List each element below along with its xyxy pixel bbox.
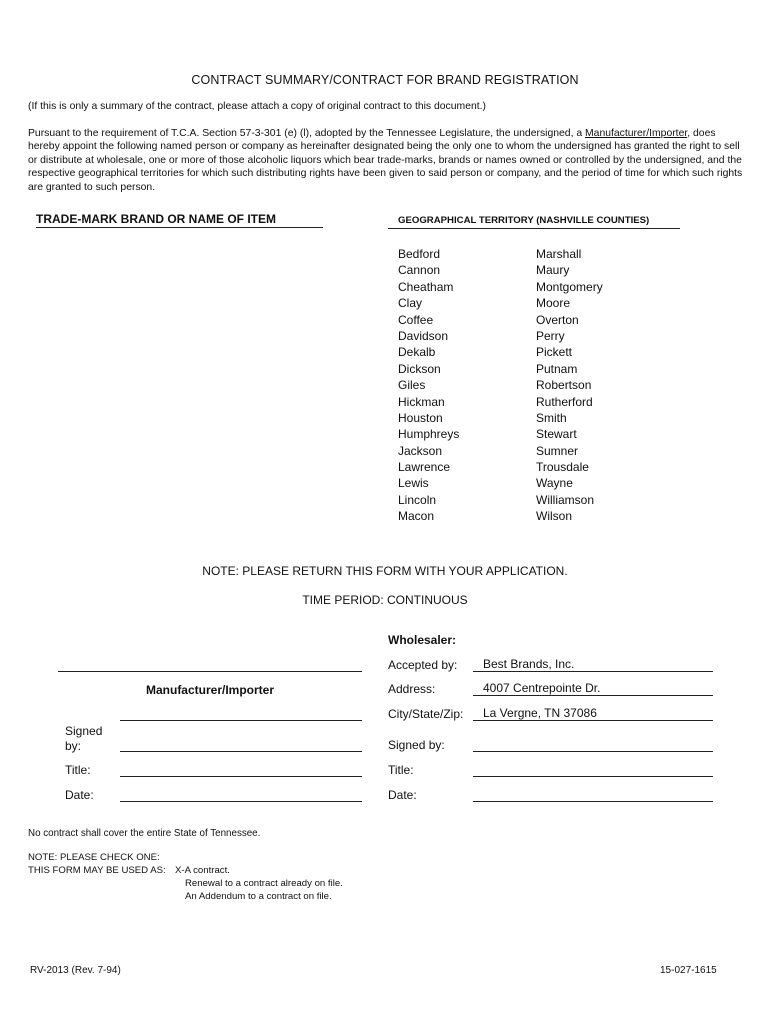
wholesaler-signed-line[interactable] (473, 751, 713, 752)
county-item: Maury (536, 263, 570, 278)
county-item: Marshall (536, 247, 582, 261)
county-item: Cannon (398, 263, 441, 278)
county-item: Macon (398, 509, 435, 524)
city-state-zip-value[interactable]: La Vergne, TN 37086 (483, 706, 597, 720)
address-label: Address: (388, 682, 436, 696)
signed-label-line-2: by: (65, 739, 82, 753)
option-renewal[interactable]: Renewal to a contract already on file. (185, 878, 343, 889)
county-item: Lawrence (398, 460, 451, 475)
option-addendum[interactable]: An Addendum to a contract on file. (185, 891, 332, 902)
county-item: Dickson (398, 361, 441, 376)
manufacturer-date-label: Date: (65, 788, 94, 802)
pursuant-paragraph (28, 127, 748, 194)
county-item: Cheatham (398, 279, 454, 294)
return-note: NOTE: PLEASE RETURN THIS FORM WITH YOUR APPLICATION. (202, 564, 568, 578)
county-item: Montgomery (536, 279, 603, 294)
county-item: Lewis (398, 476, 429, 491)
manufacturer-signed-top-line (120, 720, 362, 721)
time-period: TIME PERIOD: CONTINUOUS (302, 593, 468, 607)
county-item: Overton (536, 312, 579, 327)
county-item: Smith (536, 410, 567, 425)
territory-header: GEOGRAPHICAL TERRITORY (NASHVILLE COUNTIES) (388, 215, 680, 229)
county-item: Clay (398, 296, 423, 311)
county-item: Pickett (536, 345, 573, 360)
check-one-note: NOTE: PLEASE CHECK ONE: (28, 852, 160, 863)
county-item: Coffee (398, 312, 434, 327)
signed-label-line-1: Signed (65, 724, 103, 738)
county-item: Sumner (536, 443, 579, 458)
manufacturer-title-label: Title: (65, 763, 91, 777)
trademark-header: TRADE-MARK BRAND OR NAME OF ITEM (36, 212, 323, 228)
county-item: Williamson (536, 492, 595, 507)
county-item: Perry (536, 328, 565, 343)
city-state-zip-label: City/State/Zip: (388, 707, 464, 721)
county-item: Giles (398, 378, 426, 393)
county-item: Houston (398, 410, 443, 425)
county-item: Stewart (536, 427, 577, 442)
manufacturer-name-line[interactable] (58, 671, 362, 672)
manufacturer-signed-line[interactable] (120, 751, 362, 752)
county-item: Hickman (398, 394, 445, 409)
paragraph-lead: Pursuant to the requirement of T.C.A. Section 57-3-301 (e) (l), adopted by the Tennessee Legislature, the undersigned, a (28, 128, 583, 139)
county-item: Dekalb (398, 345, 436, 360)
form-title: CONTRACT SUMMARY/CONTRACT FOR BRAND REGISTRATION (191, 73, 579, 87)
manufacturer-signed-label (65, 724, 102, 754)
address-value[interactable]: 4007 Centrepointe Dr. (483, 681, 601, 695)
state-note: No contract shall cover the entire State of Tennessee. (28, 828, 261, 839)
document-id: 15-027-1615 (660, 965, 717, 976)
address-line (473, 695, 713, 696)
usage-label: THIS FORM MAY BE USED AS: (28, 865, 166, 876)
county-item: Moore (536, 296, 571, 311)
wholesaler-date-label: Date: (388, 788, 417, 802)
paragraph-underlined: Manufacturer/Importer (585, 128, 688, 139)
county-item: Robertson (536, 378, 592, 393)
county-item: Humphreys (398, 427, 460, 442)
wholesaler-date-line[interactable] (473, 801, 713, 802)
county-item: Rutherford (536, 394, 593, 409)
manufacturer-heading: Manufacturer/Importer (145, 683, 275, 697)
county-item: Bedford (398, 247, 441, 261)
county-item: Davidson (398, 328, 449, 343)
accepted-by-line (473, 671, 713, 672)
accepted-by-value[interactable]: Best Brands, Inc. (483, 657, 575, 671)
summary-note: (If this is only a summary of the contract, please attach a copy of original contract to this document.) (28, 101, 486, 112)
accepted-by-label: Accepted by: (388, 658, 458, 672)
county-item: Putnam (536, 361, 578, 376)
county-item: Wayne (536, 476, 573, 491)
wholesaler-signed-label: Signed by: (388, 738, 445, 752)
county-item: Lincoln (398, 492, 437, 507)
wholesaler-title-label: Title: (388, 763, 414, 777)
manufacturer-title-line[interactable] (120, 776, 362, 777)
county-item: Trousdale (536, 460, 589, 475)
county-item: Jackson (398, 443, 443, 458)
wholesaler-heading: Wholesaler: (388, 633, 457, 647)
option-contract[interactable]: X-A contract. (175, 865, 230, 876)
form-number: RV-2013 (Rev. 7-94) (30, 965, 121, 976)
county-list-1 (398, 246, 459, 525)
wholesaler-title-line[interactable] (473, 776, 713, 777)
paragraph-rest: , does hereby appoint the following named person or company as hereinafter designated being the only one to whom the undersigned has granted the right to sell or distribute at wholesale, one or more of those alcoholic liquors which bear trade-marks, brands or names owned or controlled by the undersigned, and the respective geographical territories for which such distributing rights have been given to said person or company, and the period of time for which such rights are granted to such person. (28, 128, 743, 193)
county-item: Wilson (536, 509, 573, 524)
city-state-zip-line (473, 720, 713, 721)
county-list-2 (536, 246, 603, 525)
manufacturer-date-line[interactable] (120, 801, 362, 802)
